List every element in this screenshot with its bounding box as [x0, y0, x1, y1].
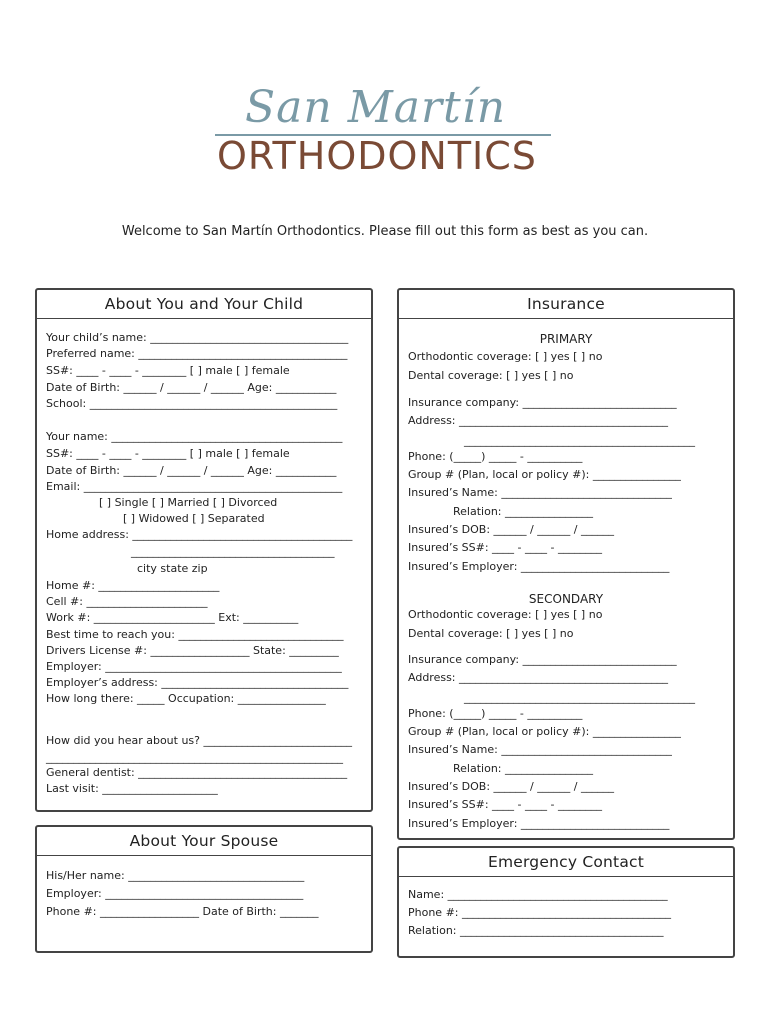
primary-insurance-field-8[interactable]: Insured’s Name: _______________________________ [408, 486, 672, 499]
primary-insurance-field-11[interactable]: Insured’s SS#: ____ - ____ - ________ [408, 541, 602, 554]
secondary-insurance-field-3[interactable]: Insurance company: ____________________________ [408, 653, 677, 666]
secondary-insurance-field-1[interactable]: Orthodontic coverage: [ ] yes [ ] no [408, 608, 603, 621]
about-child-field-9[interactable]: Email: _______________________________________________ [46, 480, 343, 493]
about-child-field-19[interactable]: Drivers License #: __________________ State: _________ [46, 644, 339, 657]
emergency-field-2[interactable]: Phone #: ______________________________________ [408, 906, 671, 919]
primary-insurance-field-1[interactable]: Orthodontic coverage: [ ] yes [ ] no [408, 350, 603, 363]
secondary-insurance-field-10[interactable]: Insured’s DOB: ______ / ______ / ______ [408, 780, 614, 793]
emergency-field-1[interactable]: Name: ________________________________________ [408, 888, 668, 901]
spouse-field-3[interactable]: Phone #: __________________ Date of Birth: _______ [46, 905, 319, 918]
about-child-field-13[interactable]: _____________________________________ [131, 545, 335, 558]
secondary-insurance-field-8[interactable]: Insured’s Name: _______________________________ [408, 743, 672, 756]
primary-insurance-field-3[interactable]: Insurance company: ____________________________ [408, 396, 677, 409]
about-child-field-24[interactable]: ______________________________________________________ [46, 751, 343, 764]
about-spouse-title: About Your Spouse [37, 827, 371, 856]
emergency-title: Emergency Contact [399, 848, 733, 877]
secondary-insurance-field-12[interactable]: Insured’s Employer: ___________________________ [408, 817, 670, 830]
logo [215, 82, 555, 182]
primary-insurance-field-4[interactable]: Address: ______________________________________ [408, 414, 669, 427]
about-child-field-3[interactable]: SS#: ____ - ____ - ________ [ ] male [ ] female [46, 364, 290, 377]
secondary-insurance-field-9[interactable]: Relation: ________________ [453, 762, 593, 775]
primary-insurance-field-5[interactable]: __________________________________________ [464, 434, 695, 447]
secondary-insurance-field-5[interactable]: __________________________________________ [464, 691, 695, 704]
about-child-field-1[interactable]: Your child’s name: ____________________________________ [46, 331, 349, 344]
logo-block-text: ORTHODONTICS [217, 134, 537, 178]
about-child-field-22[interactable]: How long there: _____ Occupation: ________________ [46, 692, 326, 705]
about-child-field-21[interactable]: Employer’s address: __________________________________ [46, 676, 349, 689]
primary-insurance-field-7[interactable]: Group # (Plan, local or policy #): ________________ [408, 468, 681, 481]
secondary-insurance-field-2[interactable]: Dental coverage: [ ] yes [ ] no [408, 627, 574, 640]
spouse-field-2[interactable]: Employer: ____________________________________ [46, 887, 304, 900]
about-child-field-10[interactable]: [ ] Single [ ] Married [ ] Divorced [99, 496, 278, 509]
primary-insurance-field-6[interactable]: Phone: (_____) _____ - __________ [408, 450, 583, 463]
about-spouse-section [35, 825, 373, 953]
about-child-field-20[interactable]: Employer: ___________________________________________ [46, 660, 342, 673]
about-child-field-17[interactable]: Work #: ______________________ Ext: __________ [46, 611, 299, 624]
about-child-field-16[interactable]: Cell #: ______________________ [46, 595, 208, 608]
about-child-field-8[interactable]: Date of Birth: ______ / ______ / ______ Age: ___________ [46, 464, 337, 477]
about-child-field-18[interactable]: Best time to reach you: ______________________________ [46, 628, 344, 641]
spouse-field-1[interactable]: His/Her name: ________________________________ [46, 869, 305, 882]
about-child-section [35, 288, 373, 812]
about-child-field-5[interactable]: School: _____________________________________________ [46, 397, 338, 410]
about-child-field-2[interactable]: Preferred name: ______________________________________ [46, 347, 348, 360]
about-child-field-25[interactable]: General dentist: ______________________________________ [46, 766, 348, 779]
secondary-insurance-field-11[interactable]: Insured’s SS#: ____ - ____ - ________ [408, 798, 602, 811]
about-child-field-11[interactable]: [ ] Widowed [ ] Separated [123, 512, 265, 525]
secondary-insurance-field-4[interactable]: Address: ______________________________________ [408, 671, 669, 684]
emergency-section [397, 846, 735, 958]
about-child-field-4[interactable]: Date of Birth: ______ / ______ / ______ Age: ___________ [46, 381, 337, 394]
about-child-field-26[interactable]: Last visit: _____________________ [46, 782, 218, 795]
about-child-field-15[interactable]: Home #: ______________________ [46, 579, 220, 592]
about-child-field-12[interactable]: Home address: ________________________________________ [46, 528, 353, 541]
about-child-field-7[interactable]: SS#: ____ - ____ - ________ [ ] male [ ] female [46, 447, 290, 460]
insurance-section [397, 288, 735, 840]
primary-insurance-field-9[interactable]: Relation: ________________ [453, 505, 593, 518]
about-child-field-6[interactable]: Your name: __________________________________________ [46, 430, 343, 443]
logo-script-text: San Martín [245, 82, 507, 133]
primary-insurance-field-2[interactable]: Dental coverage: [ ] yes [ ] no [408, 369, 574, 382]
welcome-text: Welcome to San Martín Orthodontics. Please fill out this form as best as you can. [121, 224, 649, 239]
primary-insurance-field-12[interactable]: Insured’s Employer: ___________________________ [408, 560, 670, 573]
secondary-insurance-field-6[interactable]: Phone: (_____) _____ - __________ [408, 707, 583, 720]
about-child-field-14[interactable]: city state zip [137, 562, 208, 575]
primary-label: PRIMARY [539, 332, 593, 346]
secondary-insurance-field-7[interactable]: Group # (Plan, local or policy #): ________________ [408, 725, 681, 738]
emergency-field-3[interactable]: Relation: _____________________________________ [408, 924, 664, 937]
about-child-field-23[interactable]: How did you hear about us? ___________________________ [46, 734, 352, 747]
primary-insurance-field-10[interactable]: Insured’s DOB: ______ / ______ / ______ [408, 523, 614, 536]
about-child-title: About You and Your Child [37, 290, 371, 319]
secondary-label: SECONDARY [528, 592, 604, 606]
insurance-title: Insurance [399, 290, 733, 319]
